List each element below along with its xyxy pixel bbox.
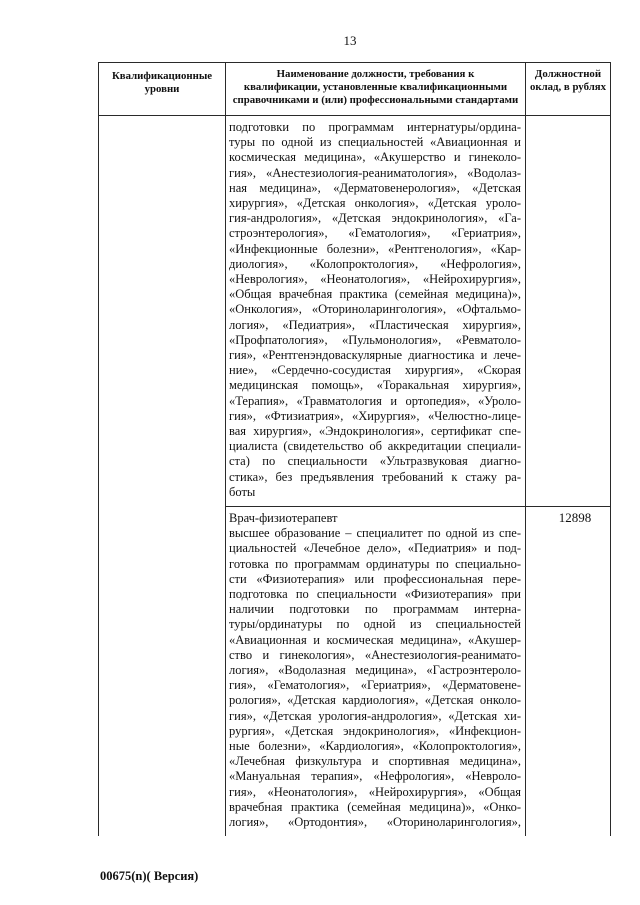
text-line: гия», «Детская урология-андрология», «Детская хи- [229,708,521,723]
text-line: вая хирургия», «Эндокринология», сертификат спе- [229,424,521,439]
row-2-requirements-cell [229,511,521,830]
qualification-salary-table [98,62,611,836]
text-line: логия», «Водолазная медицина», «Гастроэнтероло- [229,663,521,678]
text-line: медицинская помощь», «Торакальная хирургия», [229,378,521,393]
text-line: «Терапия», «Травматология и ортопедия», «Уроло- [229,393,521,408]
text-line: туры по одной из специальностей «Авиационная и [229,135,521,150]
text-line: гия», «Анестезиология-реаниматология», «Водолаз- [229,165,521,180]
text-line: ные болезни», «Кардиология», «Колопроктология», [229,739,521,754]
header-line: Квалификационные [111,70,213,82]
text-line: рология», «Детская кардиология», «Детская онколо- [229,693,521,708]
header-line: квалификации, установленные квалификационными [243,81,508,93]
table-left-border [98,62,99,836]
text-line: логия», «Ортодонтия», «Оториноларингология», [229,815,521,830]
header-qualification-levels [99,70,225,96]
text-line: «Лечебная физкультура и спортивная медицина», [229,754,521,769]
header-line: Должностной [534,68,602,80]
text-line: врачебная практика (семейная медицина)», «Онко- [229,799,521,814]
row-2-requirements-text [229,526,521,830]
text-line: логия», «Педиатрия», «Пластическая хирургия», [229,317,521,332]
text-line: туры/ординатуры по одной из специальностей [229,617,521,632]
text-line: подготовки по программам интернатуры/ордина- [229,120,521,134]
text-line: высшее образование – специалитет по одной из спе- [229,526,521,541]
row-2-salary: 12898 [558,510,592,525]
header-line: оклад, в рублях [529,81,606,93]
text-line: подготовка по специальности «Физиотерапия» при [229,587,521,602]
text-line: хирургия», «Детская онкология», «Детская уроло- [229,196,521,211]
text-line: готовка по программам ординатуры по специально- [229,556,521,571]
text-line: «Мануальная терапия», «Нефрология», «Невроло- [229,769,521,784]
text-line: гия-андрология», «Детская эндокринология», «Га- [229,211,521,226]
text-line: «Неврология», «Неонатология», «Нейрохирургия», [229,272,521,287]
text-line: гия», «Гематология», «Гериатрия», «Дерматовене- [229,678,521,693]
text-line: рургия», «Детская эндокринология», «Инфекцион- [229,723,521,738]
text-line: строэнтерология», «Гематология», «Гериатрия», [229,226,521,241]
row-separator [225,506,611,507]
column-divider-1 [225,62,226,836]
text-line: боты [229,484,256,499]
document-footer-code: 00675(n)( Версия) [100,869,199,883]
header-position-requirements [226,68,525,107]
column-divider-2 [525,62,526,836]
header-line: справочниками и (или) профессиональными стандартами [232,94,519,106]
text-line: «Авиационная и космическая медицина», «Акушер- [229,632,521,647]
text-line: ста) по специальности «Ультразвуковая диагно- [229,454,521,469]
text-line: стика», без предъявления требований к стажу ра- [229,469,521,484]
row-1-requirements-text [229,120,521,500]
text-line: ство и гинекология», «Анестезиология-реанимато- [229,647,521,662]
header-bottom-border [98,115,611,116]
header-line: Наименование должности, требования к [276,68,475,80]
page-number: 13 [343,33,357,48]
position-title: Врач-физиотерапевт [229,511,338,525]
text-line: диология», «Колопроктология», «Нефрология», [229,256,521,271]
text-line: «Онкология», «Оториноларингология», «Офтальмо- [229,302,521,317]
text-line: гия», «Рентгенэндоваскулярные диагностика и лече- [229,348,521,363]
text-line: «Общая врачебная практика (семейная медицина)», [229,287,521,302]
text-line: «Инфекционные болезни», «Рентгенология», «Кар- [229,241,521,256]
header-line: уровни [144,83,180,95]
text-line: гия», «Неонатология», «Нейрохирургия», «Общая [229,784,521,799]
text-line: сти «Физиотерапия» или профессиональная пере- [229,571,521,586]
text-line: гия», «Фтизиатрия», «Хирургия», «Челюстно-лице- [229,408,521,423]
table-top-border [98,62,611,63]
text-line: космическая медицина», «Акушерство и гинеколо- [229,150,521,165]
text-line: наличии подготовки по программам интерна- [229,602,521,617]
header-salary [526,68,610,94]
text-line: циальностей «Лечебное дело», «Педиатрия» и под- [229,541,521,556]
table-right-border [610,62,611,836]
text-line: ние», «Сердечно-сосудистая хирургия», «Скорая [229,363,521,378]
text-line: циалиста (свидетельство об аккредитации специали- [229,439,521,454]
text-line: «Профпатология», «Пульмонология», «Ревматоло- [229,332,521,347]
text-line: ная медицина», «Дерматовенерология», «Детская [229,180,521,195]
